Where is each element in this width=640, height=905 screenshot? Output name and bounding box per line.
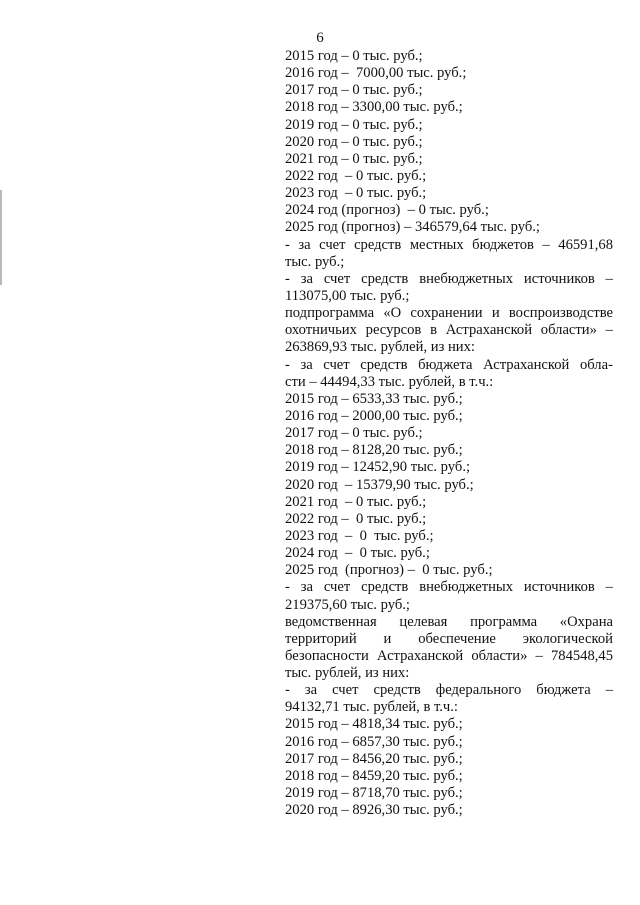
text-line	[285, 631, 613, 648]
word: -	[285, 236, 290, 253]
word: обеспечение	[418, 630, 496, 647]
text-line: 2016 год – 7000,00 тыс. руб.;	[285, 65, 467, 82]
text-line	[285, 305, 613, 322]
word: безопасности	[285, 647, 369, 664]
word: ресурсов	[365, 322, 422, 339]
text-line: сти – 44494,33 тыс. рублей, в т.ч.:	[285, 373, 494, 390]
word: сохранении	[410, 305, 483, 322]
text-line: 2015 год – 6533,33 тыс. руб.;	[285, 390, 463, 407]
word: -	[285, 579, 290, 596]
word: бюджетов	[472, 236, 534, 253]
text-line	[285, 322, 613, 339]
word: средств	[360, 356, 408, 373]
text-line: 2020 год – 15379,90 тыс. руб.;	[285, 476, 474, 493]
text-line	[285, 682, 613, 699]
text-line: 113075,00 тыс. руб.;	[285, 287, 410, 304]
word: территорий	[285, 630, 357, 647]
text-line: 2016 год – 2000,00 тыс. руб.;	[285, 407, 463, 424]
word: Астраханской	[483, 356, 570, 373]
text-line: 2016 год – 6857,30 тыс. руб.;	[285, 733, 463, 750]
page-number: 6	[316, 30, 324, 46]
word: области»	[471, 647, 528, 664]
text-line: 2018 год – 3300,00 тыс. руб.;	[285, 99, 463, 116]
word: средств	[373, 682, 421, 699]
word: счет	[332, 682, 359, 699]
text-line: 2023 год – 0 тыс. руб.;	[285, 185, 427, 202]
text-line	[285, 579, 613, 596]
word: и	[383, 630, 392, 647]
text-line: 2019 год – 8718,70 тыс. руб.;	[285, 785, 463, 802]
word: источников	[523, 579, 595, 596]
word: счет	[323, 270, 351, 287]
word: 46591,68	[558, 236, 613, 253]
text-line: 2024 год (прогноз) – 0 тыс. руб.;	[285, 202, 489, 219]
word: источников	[523, 270, 595, 287]
word: «Охрана	[559, 613, 613, 630]
text-line: 2018 год – 8128,20 тыс. руб.;	[285, 442, 463, 459]
word: -	[285, 682, 290, 699]
text-line: 2021 год – 0 тыс. руб.;	[285, 150, 423, 167]
text-line: 2017 год – 0 тыс. руб.;	[285, 82, 423, 99]
text-line: 2017 год – 0 тыс. руб.;	[285, 425, 423, 442]
word: –	[535, 647, 543, 664]
word: местных	[409, 236, 464, 253]
text-line: 2024 год – 0 тыс. руб.;	[285, 545, 430, 562]
text-line: 2019 год – 12452,90 тыс. руб.;	[285, 459, 471, 476]
word: счет	[319, 236, 346, 253]
text-line	[285, 237, 613, 254]
word: -	[285, 270, 290, 287]
word: бюджета	[418, 356, 473, 373]
word: Астраханской	[445, 322, 533, 339]
word: охотничьих	[285, 322, 357, 339]
text-line	[285, 271, 613, 288]
document-body	[285, 48, 613, 819]
word: счет	[323, 579, 351, 596]
word: 784548,45	[550, 647, 613, 664]
word: -	[285, 356, 290, 373]
word: за	[300, 270, 313, 287]
text-line: 94132,71 тыс. рублей, в т.ч.:	[285, 699, 458, 716]
word: целевая	[399, 613, 448, 630]
text-line: тыс. руб.;	[285, 253, 345, 270]
text-line	[285, 648, 613, 665]
text-line: 2025 год (прогноз) – 0 тыс. руб.;	[285, 562, 493, 579]
word: счет	[323, 356, 350, 373]
word: программа	[470, 613, 538, 630]
word: и	[491, 305, 500, 322]
word: внебюджетных	[419, 579, 514, 596]
word: внебюджетных	[419, 270, 514, 287]
text-line: 219375,60 тыс. руб.;	[285, 596, 410, 613]
word: –	[605, 322, 613, 339]
word: –	[605, 579, 613, 596]
word: в	[430, 322, 437, 339]
scan-margin-mark	[0, 190, 2, 285]
text-line: 2020 год – 8926,30 тыс. руб.;	[285, 802, 463, 819]
word: Астраханской	[376, 647, 464, 664]
word: за	[298, 236, 311, 253]
word: за	[300, 579, 313, 596]
word: за	[304, 682, 318, 699]
word: экологической	[522, 630, 613, 647]
word: области»	[540, 322, 597, 339]
text-line: 2017 год – 8456,20 тыс. руб.;	[285, 750, 463, 767]
word: за	[300, 356, 313, 373]
text-line	[285, 614, 613, 631]
word: федерального	[435, 682, 522, 699]
word: «О	[383, 305, 402, 322]
text-line: тыс. рублей, из них:	[285, 665, 410, 682]
word: средств	[361, 579, 409, 596]
text-line: 2022 год – 0 тыс. руб.;	[285, 510, 427, 527]
word: –	[605, 682, 613, 699]
word: ведомственная	[285, 613, 377, 630]
word: средств	[361, 270, 409, 287]
text-line	[285, 357, 613, 374]
text-line: 2015 год – 4818,34 тыс. руб.;	[285, 716, 463, 733]
text-line: 2021 год – 0 тыс. руб.;	[285, 493, 427, 510]
word: воспроизводстве	[508, 305, 613, 322]
text-line: 2018 год – 8459,20 тыс. руб.;	[285, 767, 463, 784]
word: обла-	[579, 356, 613, 373]
text-line: 263869,93 тыс. рублей, из них:	[285, 339, 475, 356]
text-line: 2019 год – 0 тыс. руб.;	[285, 116, 423, 133]
text-line: 2022 год – 0 тыс. руб.;	[285, 167, 427, 184]
text-line: 2020 год – 0 тыс. руб.;	[285, 133, 423, 150]
word: средств	[354, 236, 402, 253]
word: –	[542, 236, 550, 253]
text-line: 2023 год – 0 тыс. руб.;	[285, 527, 434, 544]
word: подпрограмма	[285, 305, 375, 322]
word: –	[605, 270, 613, 287]
text-line: 2025 год (прогноз) – 346579,64 тыс. руб.;	[285, 219, 540, 236]
word: бюджета	[536, 682, 591, 699]
text-line: 2015 год – 0 тыс. руб.;	[285, 48, 423, 64]
